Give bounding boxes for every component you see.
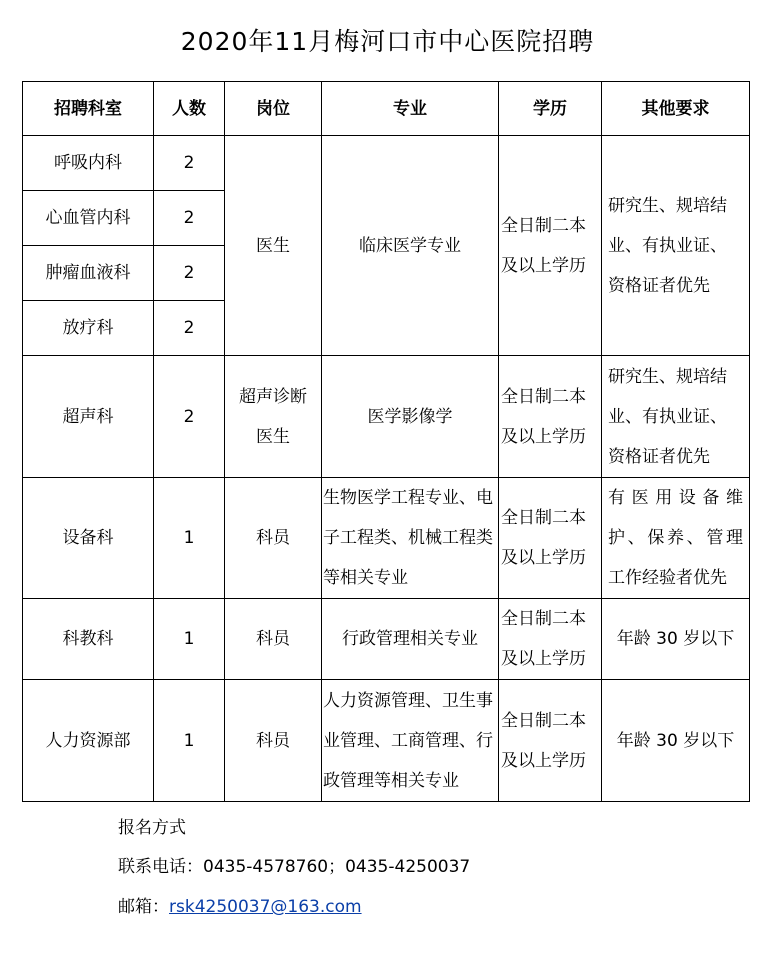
education-cell [499,356,602,478]
phone-label: 联系电话： [118,857,203,877]
dept-cell: 呼吸内科 [23,136,154,191]
table-row [23,599,750,680]
count-cell: 2 [154,301,225,356]
dept-cell: 肿瘤血液科 [23,246,154,301]
contact-phone [118,852,470,877]
table-row [23,136,750,191]
other-cell [602,136,750,356]
major-cell [322,680,499,802]
dept-cell: 超声科 [23,356,154,478]
dept-cell: 人力资源部 [23,680,154,802]
count-cell: 1 [154,680,225,802]
header-other: 其他要求 [602,82,750,136]
dept-cell: 放疗科 [23,301,154,356]
count-cell: 2 [154,356,225,478]
table-row [23,680,750,802]
phone-value: 0435-4578760；0435-4250037 [203,857,471,877]
count-cell: 1 [154,478,225,599]
major-text: 生物医学工程专业、电子工程类、机械工程类等相关专业 [323,488,493,588]
email-link[interactable]: rsk4250037@163.com [169,897,362,917]
major-text: 人力资源管理、卫生事业管理、工商管理、行政管理等相关专业 [323,690,493,791]
other-cell: 年龄 30 岁以下 [602,599,750,680]
count-cell: 2 [154,191,225,246]
header-position: 岗位 [225,82,322,136]
education-text: 全日制二本及以上学历 [501,508,586,568]
position-cell: 科员 [225,478,322,599]
email-label: 邮箱： [118,897,169,917]
count-cell: 2 [154,246,225,301]
header-dept: 招聘科室 [23,82,154,136]
table-header-row [23,82,750,136]
page-title: 2020年11月梅河口市中心医院招聘 [180,27,595,56]
dept-cell: 设备科 [23,478,154,599]
education-text: 全日制二本及以上学历 [501,386,586,447]
header-count: 人数 [154,82,225,136]
education-text: 全日制二本及以上学历 [501,609,586,669]
major-cell: 医学影像学 [322,356,499,478]
table-row [23,478,750,599]
position-cell: 科员 [225,680,322,802]
other-text: 有医用设备维护、保养、管理工作经验者优先 [608,488,743,588]
other-text: 研究生、规培结业、有执业证、资格证者优先 [608,195,727,296]
dept-cell: 心血管内科 [23,191,154,246]
education-cell [499,136,602,356]
signup-method: 报名方式 [118,818,186,838]
major-cell: 行政管理相关专业 [322,599,499,680]
other-cell [602,356,750,478]
count-cell: 2 [154,136,225,191]
header-major: 专业 [322,82,499,136]
position-text: 超声诊断医生 [239,386,307,447]
other-cell: 年龄 30 岁以下 [602,680,750,802]
contact-email [118,892,362,917]
other-text: 研究生、规培结业、有执业证、资格证者优先 [608,366,727,467]
education-text: 全日制二本及以上学历 [501,215,586,276]
table-row [23,356,750,478]
major-cell: 临床医学专业 [322,136,499,356]
major-cell [322,478,499,599]
count-cell: 1 [154,599,225,680]
recruitment-table [22,81,750,802]
dept-cell: 科教科 [23,599,154,680]
education-cell [499,478,602,599]
position-cell: 医生 [225,136,322,356]
other-cell [602,478,750,599]
header-education: 学历 [499,82,602,136]
position-cell [225,356,322,478]
education-cell [499,599,602,680]
position-cell: 科员 [225,599,322,680]
education-text: 全日制二本及以上学历 [501,710,586,771]
education-cell [499,680,602,802]
